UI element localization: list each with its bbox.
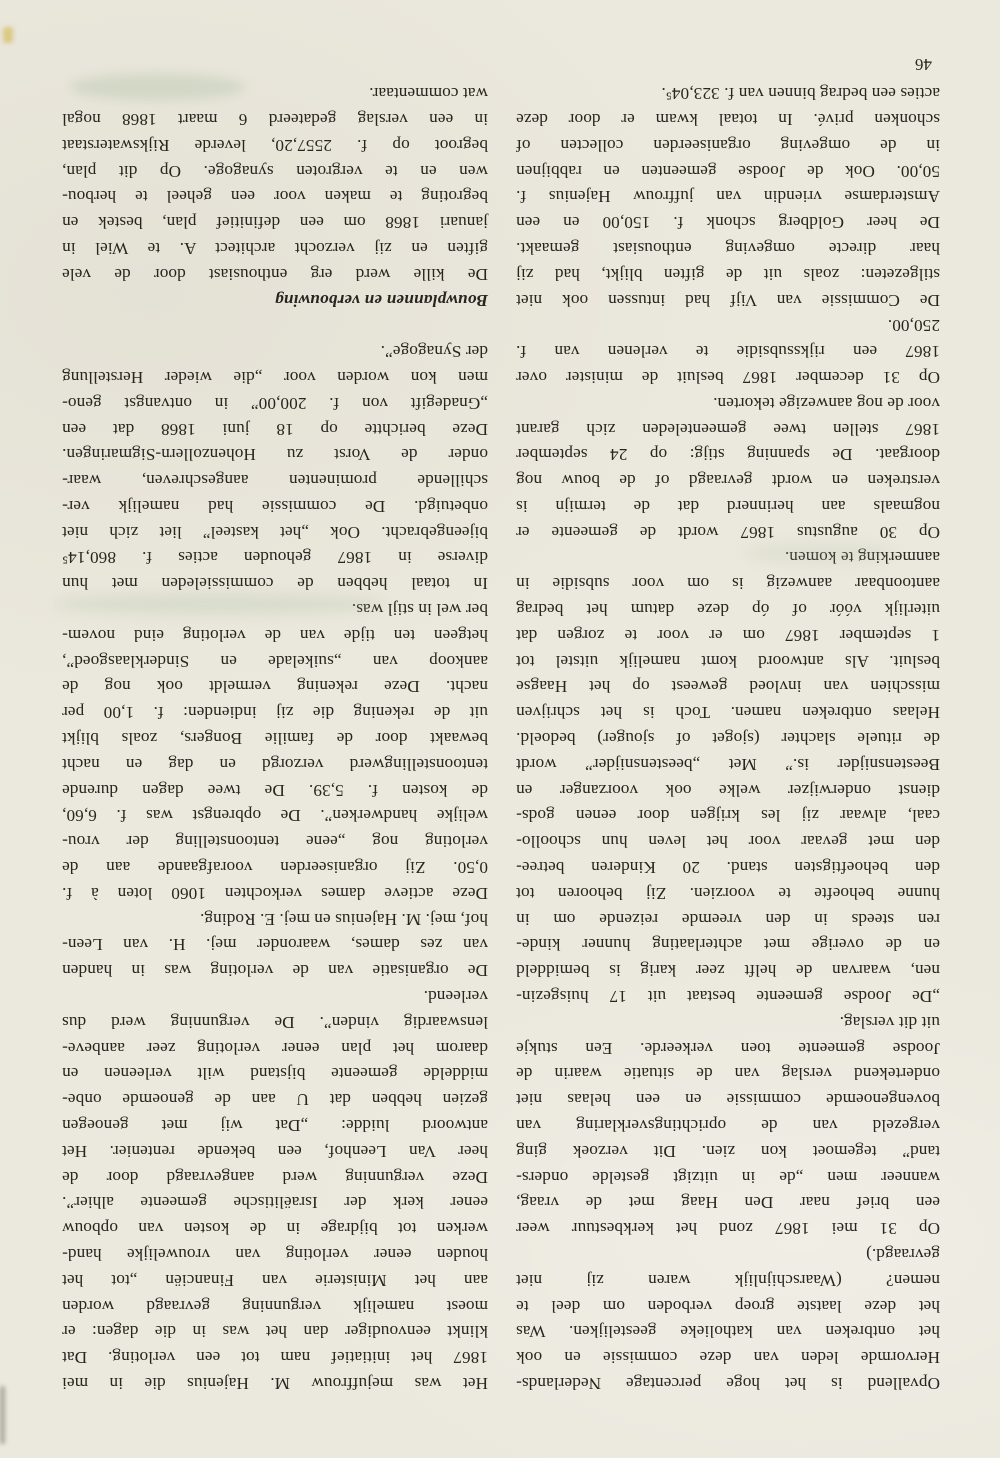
text-line: middelde gemeente bijstand wilt verleenen en	[62, 1064, 488, 1084]
text-line: 1867 een rijkssubsidie te verlenen van f.	[516, 342, 940, 362]
text-line: „De Joodse gemeente bestaat uit 17 huisgezin-	[516, 987, 940, 1007]
text-line: Deze actieve dames verkochten 1060 loten à f.	[62, 883, 488, 903]
text-line: In totaal hebben de commissieleden met hun	[62, 574, 488, 594]
text-line: onder de Vorst zu Hohenzollern-Sigmaringen.	[62, 445, 488, 465]
text-line: bijeengebracht. Ook „het kasteel” liet zich niet	[62, 522, 488, 542]
text-line: houden eener verloting van vrouwelijke hand-	[62, 1245, 488, 1265]
text-line: werken tot bijdrage in de kosten van opbouw	[62, 1219, 488, 1239]
text-line: nogmaals aan herinnerd dat de termijn is	[516, 496, 940, 516]
text-line: Op 31 mei 1867 zond het kerkbestuur weer	[516, 1219, 940, 1239]
text-line: Opvallend is het hoge percentage Nederlands-	[516, 1374, 940, 1393]
text-line: diverse in 1867 gehouden acties f. 860,14⁵	[62, 548, 488, 568]
text-line: januari 1868 om een definitief plan, bestek en	[62, 213, 488, 233]
text-line: van zes dames, waaronder mej. H. van Leen-	[62, 935, 488, 955]
text-line: Het was mejuffrouw M. Hajenius die in mei	[62, 1374, 488, 1393]
text-line: bewaakt door de familie Bongers, zoals blijkt	[62, 729, 488, 749]
text-line: misschien van invloed geweest op het Haagse	[516, 677, 940, 697]
text-line: gezien hebben dat U aan de genoemde onbe-	[62, 1090, 488, 1110]
text-line: 1867 het initiatief nam tot een verloting. Dat	[62, 1348, 488, 1368]
text-line: Joodse gemeente toen verkeerde. Een stukje	[516, 1038, 940, 1058]
page-number: 46	[915, 55, 932, 74]
text-line: nacht. Deze rekening vermeldt ook nog de	[62, 677, 488, 697]
text-line	[62, 313, 488, 339]
text-line: De heer Goldberg schonk f. 150,00 en een	[516, 213, 940, 233]
text-line: den met gevaar voor het leven hun schoollo-	[516, 832, 940, 852]
text-line: welijke handwerken”. De opbrengst was f. 6,60,	[62, 806, 488, 826]
text-line: stilgezeten: zoals uit de giften blijkt, had zij	[516, 264, 940, 284]
text-line: acties een bedrag binnen van f. 323,04⁵.	[661, 84, 940, 104]
text-line: dienst onderwijzer welke ook voorzanger en	[516, 780, 940, 800]
text-line: doorgaat. De spanning stijg: op 24 september	[516, 445, 940, 465]
text-line: uit de rekening die zij indienden: f. 1,00 per	[62, 703, 488, 723]
text-line: De organisatie van de verloting was in handen	[62, 961, 488, 981]
text-line: het deze laatste groep verboden om deel te	[516, 1296, 940, 1316]
text-line: verstreken en wordt gevraagd of de bouw nog	[516, 471, 940, 491]
text-line: ber wel in stijl was.	[351, 600, 488, 620]
text-line: wat commentaar.	[369, 84, 488, 104]
text-line: De Commissie van Vijf had intussen ook niet	[516, 290, 940, 310]
text-line: moest namelijk vergunning gevraagd worden	[62, 1296, 488, 1316]
text-line: men kon worden voor „die wieder Herstellung	[62, 367, 488, 387]
text-line: onbetuigd. De commissie had namelijk ver-	[62, 496, 488, 516]
text-line: eener kerk der Israëlitische gemeente alhier”.	[62, 1193, 488, 1213]
text-line: nemen? (Waarschijnlijk waren zij niet	[516, 1270, 940, 1290]
text-line: tentoonstellingwerd verzorgd en dag en nacht	[62, 754, 488, 774]
text-line: aan het Ministerie van Financiën „tot het	[62, 1270, 488, 1290]
text-line: uit dit verslag.	[839, 1012, 940, 1032]
text-line: schillende prominenten aangeschreven, waar-	[62, 471, 488, 491]
text-line: hof, mej. M. Hajenius en mej. E. Roding.	[199, 909, 488, 929]
text-line: 1867 stellen twee gemeenteleden zich garant	[516, 419, 940, 439]
text-line: ren steeds in den vreemde reizende om in	[516, 909, 940, 929]
text-column-left	[516, 80, 940, 1396]
text-line: den behoeftigsten stand. 20 Kinderen betree-	[516, 858, 940, 878]
text-line: ondertekend verslag van de situatie waarin de	[516, 1064, 940, 1084]
text-line: Op 30 augustus 1867 wordt de gemeente er	[516, 522, 940, 542]
text-line: begroot op f. 2557,20, leverde Rijkswaterstaat	[62, 135, 488, 155]
text-line: hunne behoefte te voorzien. Zij behooren tot	[516, 883, 940, 903]
text-line: bovengenoemde commissie en een helaas niet	[516, 1090, 940, 1110]
text-line: 50,00. Ook de Joodse gemeenten en rabbijnen	[516, 161, 940, 181]
text-line: de rituele slachter (sjoget of sjouger) bedoeld.	[516, 729, 940, 749]
section-heading: Bouwplannen en verbouwing	[274, 290, 488, 310]
text-line: aankoop van „suikelade en Sinderklaasgoed”,	[62, 651, 488, 671]
text-line: 250,00.	[887, 316, 940, 336]
text-line: in een verslag gedateerd 6 maart 1868 nogal	[62, 109, 488, 129]
text-line: De kille werd erg enthousiast door de vele	[62, 264, 488, 284]
text-line: klinkt eenvoudiger dan het was in die dagen: er	[62, 1322, 488, 1342]
text-line: gevraagd.)	[865, 1245, 940, 1265]
text-line: een brief naar Den Haag met de vraag,	[516, 1193, 940, 1213]
text-line: verleend.	[423, 987, 488, 1007]
text-line: Deze vergunning werd aangevraagd door de	[62, 1167, 488, 1187]
text-line: heer Van Leenhof, een bekende rentenier. Het	[62, 1141, 488, 1161]
text-line: in de omgeving organiseerden collecten of	[516, 135, 940, 155]
text-line: der Synagoge”.	[380, 342, 488, 362]
text-line: besluit. Als antwoord komt namelijk uitstel tot	[516, 651, 940, 671]
text-line: uiterlijk vóór of óp deze datum het bedrag	[516, 600, 940, 620]
text-line: Op 31 december 1867 besluit de minister over	[516, 367, 940, 387]
text-line: Hervormde leden van deze commissie en ook	[516, 1348, 940, 1368]
text-line: caal, alwaar zij les krijgen door eenen gods-	[516, 806, 940, 826]
text-line: haar directe omgeving enthousiast gemaakt.	[516, 238, 940, 258]
text-line: verloting nog „eene tentoonstelling der vrou-	[62, 832, 488, 852]
text-line: nen, waarvan de helft zeer karig is bemiddeld	[516, 961, 940, 981]
text-line: begroting te maken voor een geheel te herbou-	[62, 187, 488, 207]
text-line: daarom het plan eener verloting zeer aanbeve-	[62, 1038, 488, 1058]
text-line: vergezeld van de oprichtingsverklaring van	[516, 1116, 940, 1136]
text-line: hetgeen ten tijde van de verloting eind novem-	[62, 625, 488, 645]
text-line: het ontbreken van katholieke geestelijken. Was	[516, 1322, 940, 1342]
text-line: Deze berichtte op 18 juni 1868 dat een	[62, 419, 488, 439]
text-line: antwoord luidde: „Dat wij met genoegen	[62, 1116, 488, 1136]
text-line: Amsterdamse vriendin van juffrouw Hajenius f.	[516, 187, 940, 207]
text-line: wen en te vergroten synagoge. Op dit plan,	[62, 161, 488, 181]
text-line: tand” tegemoet kon zien. Dit verzoek ging	[516, 1141, 940, 1161]
text-line: „Gnadegift von f. 200,00” in ontvangst geno-	[62, 393, 488, 413]
text-line: Helaas ontbreken namen. Toch is het schrijven	[516, 703, 940, 723]
text-line: de kosten f. 5,39. De twee dagen durende	[62, 780, 488, 800]
text-line: aantoonbaar aanwezig is om voor subsidie in	[516, 574, 940, 594]
text-line: lenswaardig vinden”. De vergunning werd dus	[62, 1012, 488, 1032]
text-line: 1 september 1867 om er voor te zorgen dat	[516, 625, 940, 645]
text-line: wanneer men „de in uitzigt gestelde onders-	[516, 1167, 940, 1187]
text-line: Beestensnijder is.” Met „beestensnijder” wordt	[516, 754, 940, 774]
text-line: schonken privé. In totaal kwam er door deze	[516, 109, 940, 129]
text-line: 0,50. Zij organiseerden voorafgaande aan de	[62, 858, 488, 878]
text-line: giften en zij verzocht architect A. te Wiel in	[62, 238, 488, 258]
text-line: voor de nog aanwezige tekorten.	[713, 393, 940, 413]
text-column-right	[62, 80, 488, 1396]
text-line: en de overige met achterlaating hunner kinde-	[516, 935, 940, 955]
text-line: aanmerking te komen.	[784, 548, 940, 568]
